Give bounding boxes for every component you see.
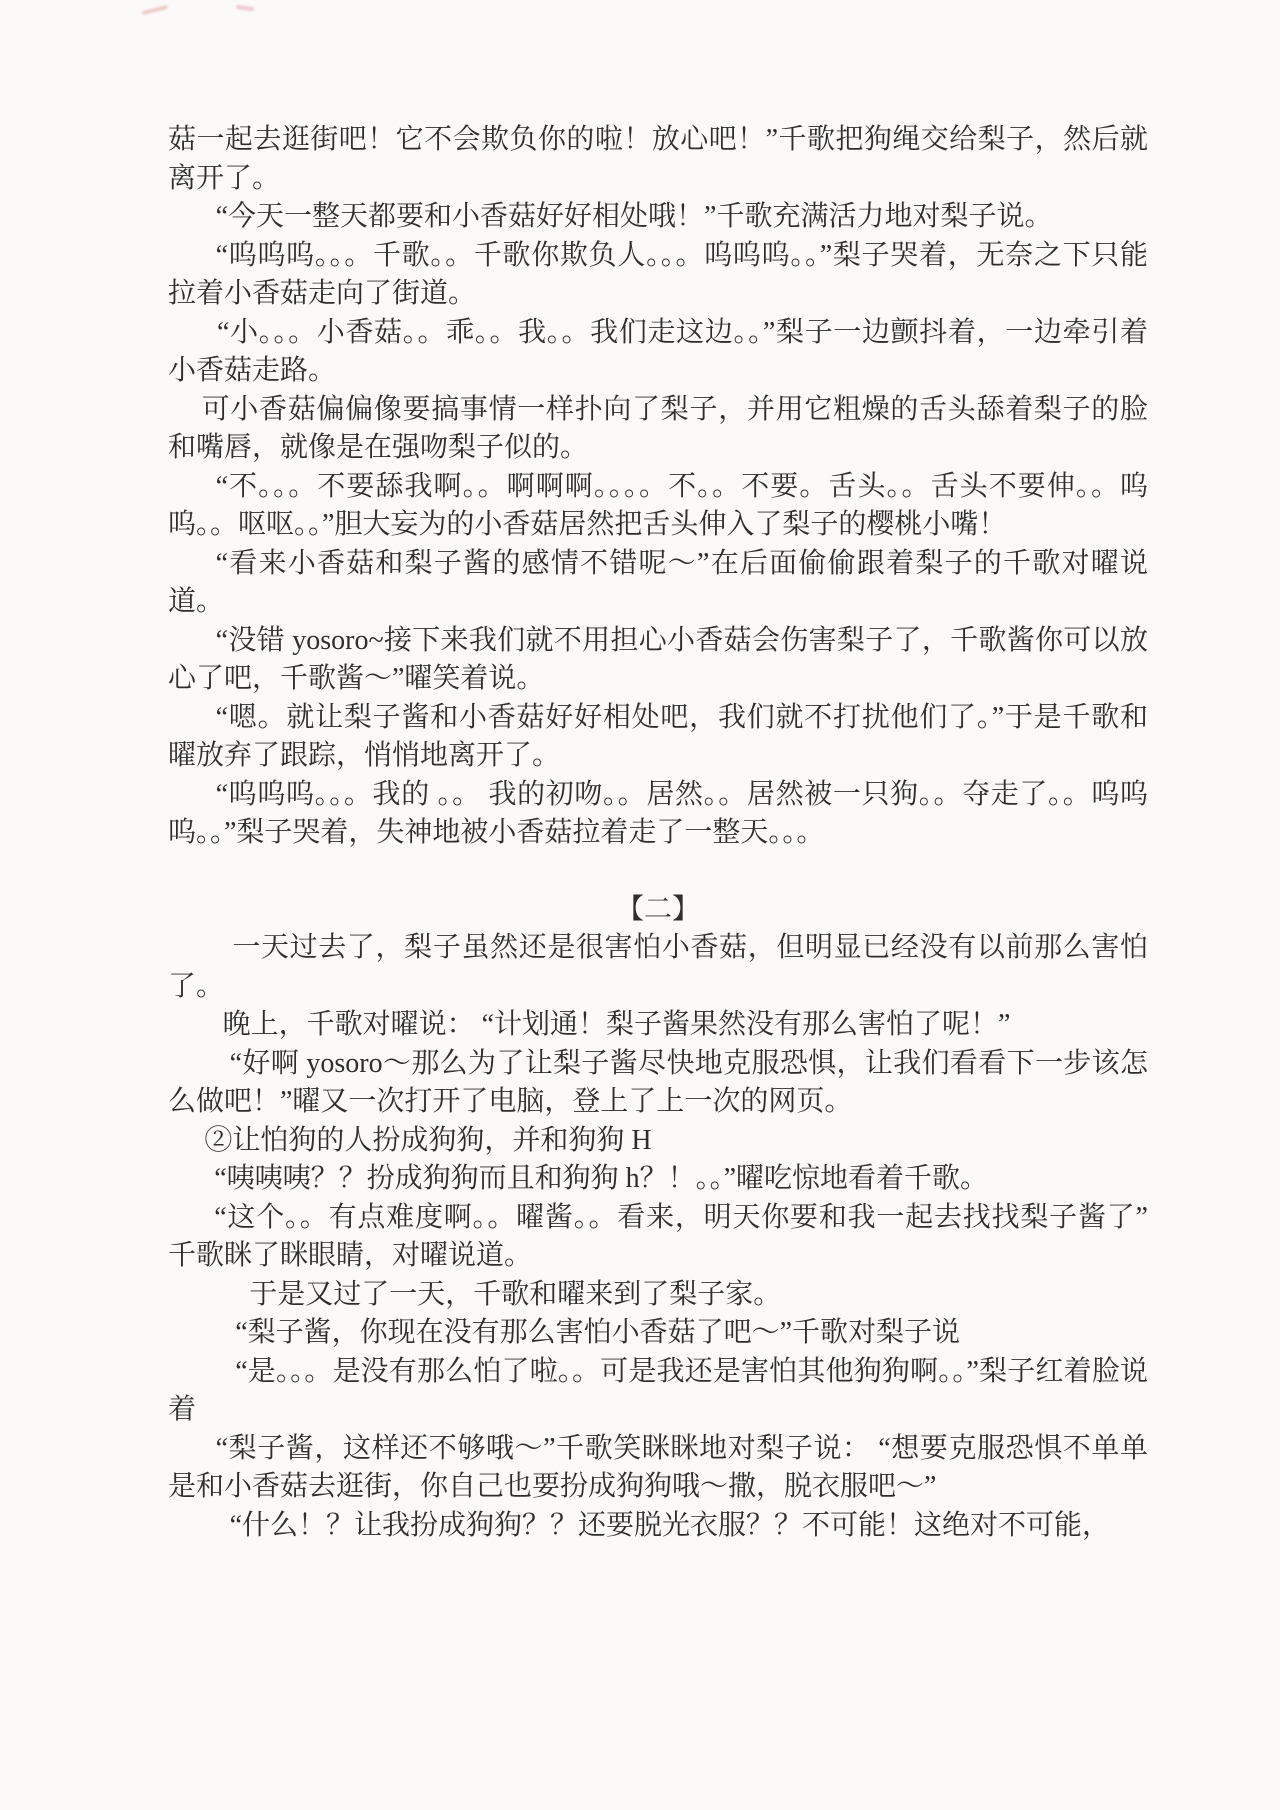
scan-artifact — [236, 5, 254, 11]
paragraph: “没错 yosoro~接下来我们就不用担心小香菇会伤害梨子了，千歌酱你可以放心了吧，千歌酱～”曜笑着说。 — [168, 624, 1148, 694]
section-heading: 【二】 — [615, 893, 700, 925]
paragraph: 于是又过了一天，千歌和曜来到了梨子家。 — [249, 1278, 782, 1310]
paragraph: 可小香菇偏偏像要搞事情一样扑向了梨子，并用它粗燥的舌头舔着梨子的脸和嘴唇，就像是在强吻梨子似的。 — [168, 393, 1148, 463]
paragraph: 一天过去了，梨子虽然还是很害怕小香菇，但明显已经没有以前那么害怕了。 — [168, 932, 1148, 1002]
paragraph: “好啊 yosoro～那么为了让梨子酱尽快地克服恐惧，让我们看看下一步该怎么做吧！”曜又一次打开了电脑，登上了上一次的网页。 — [168, 1047, 1148, 1117]
paragraph: “今天一整天都要和小香菇好好相处哦！”千歌充满活力地对梨子说。 — [215, 201, 1053, 232]
paragraph: “梨子酱，这样还不够哦～”千歌笑眯眯地对梨子说： “想要克服恐惧不单单是和小香菇去逛街，你自己也要扮成狗狗哦～撒，脱衣服吧～” — [168, 1432, 1148, 1502]
document-content — [168, 121, 1148, 1545]
paragraph: ②让怕狗的人扮成狗狗，并和狗狗 H — [204, 1124, 652, 1156]
paragraph: “咦咦咦？？扮成狗狗而且和狗狗 h？！。。”曜吃惊地看着千歌。 — [214, 1163, 989, 1194]
paragraph: “呜呜呜。。。千歌。。千歌你欺负人。。。呜呜呜。。”梨子哭着，无奈之下只能拉着小香菇走向了街道。 — [168, 239, 1148, 309]
paragraph: 晚上，千歌对曜说： “计划通！梨子酱果然没有那么害怕了呢！” — [222, 1009, 1011, 1040]
scan-artifact — [142, 5, 168, 15]
paragraph: “呜呜呜。。。我的 。。 我的初吻。。居然。。居然被一只狗。。夺走了。。呜呜呜。。”梨子哭着，失神地被小香菇拉着走了一整天。。。 — [168, 778, 1148, 848]
paragraph: 菇一起去逛街吧！它不会欺负你的啦！放心吧！”千歌把狗绳交给梨子，然后就离开了。 — [168, 124, 1148, 194]
paragraph: “小。。。小香菇。。乖。。我。。我们走这边。。”梨子一边颤抖着，一边牵引着小香菇走路。 — [168, 316, 1148, 386]
paragraph: “梨子酱，你现在没有那么害怕小香菇了吧～”千歌对梨子说 — [235, 1317, 961, 1348]
paragraph: “这个。。有点难度啊。。曜酱。。看来，明天你要和我一起去找找梨子酱了”千歌眯了眯眼睛，对曜说道。 — [168, 1201, 1148, 1271]
paragraph: “是。。。是没有那么怕了啦。。可是我还是害怕其他狗狗啊。。”梨子红着脸说着 — [168, 1355, 1148, 1425]
paragraph: “什么！？让我扮成狗狗？？还要脱光衣服？？不可能！这绝对不可能， — [229, 1509, 1111, 1541]
paragraph: “不。。。不要舔我啊。。啊啊啊。。。。不。。不要。舌头。。舌头不要伸。。呜呜。。呕呕。。”胆大妄为的小香菇居然把舌头伸入了梨子的樱桃小嘴！ — [168, 470, 1148, 540]
paragraph: “看来小香菇和梨子酱的感情不错呢～”在后面偷偷跟着梨子的千歌对曜说道。 — [168, 547, 1148, 617]
paragraph: “嗯。就让梨子酱和小香菇好好相处吧，我们就不打扰他们了。”于是千歌和曜放弃了跟踪，悄悄地离开了。 — [168, 701, 1148, 771]
